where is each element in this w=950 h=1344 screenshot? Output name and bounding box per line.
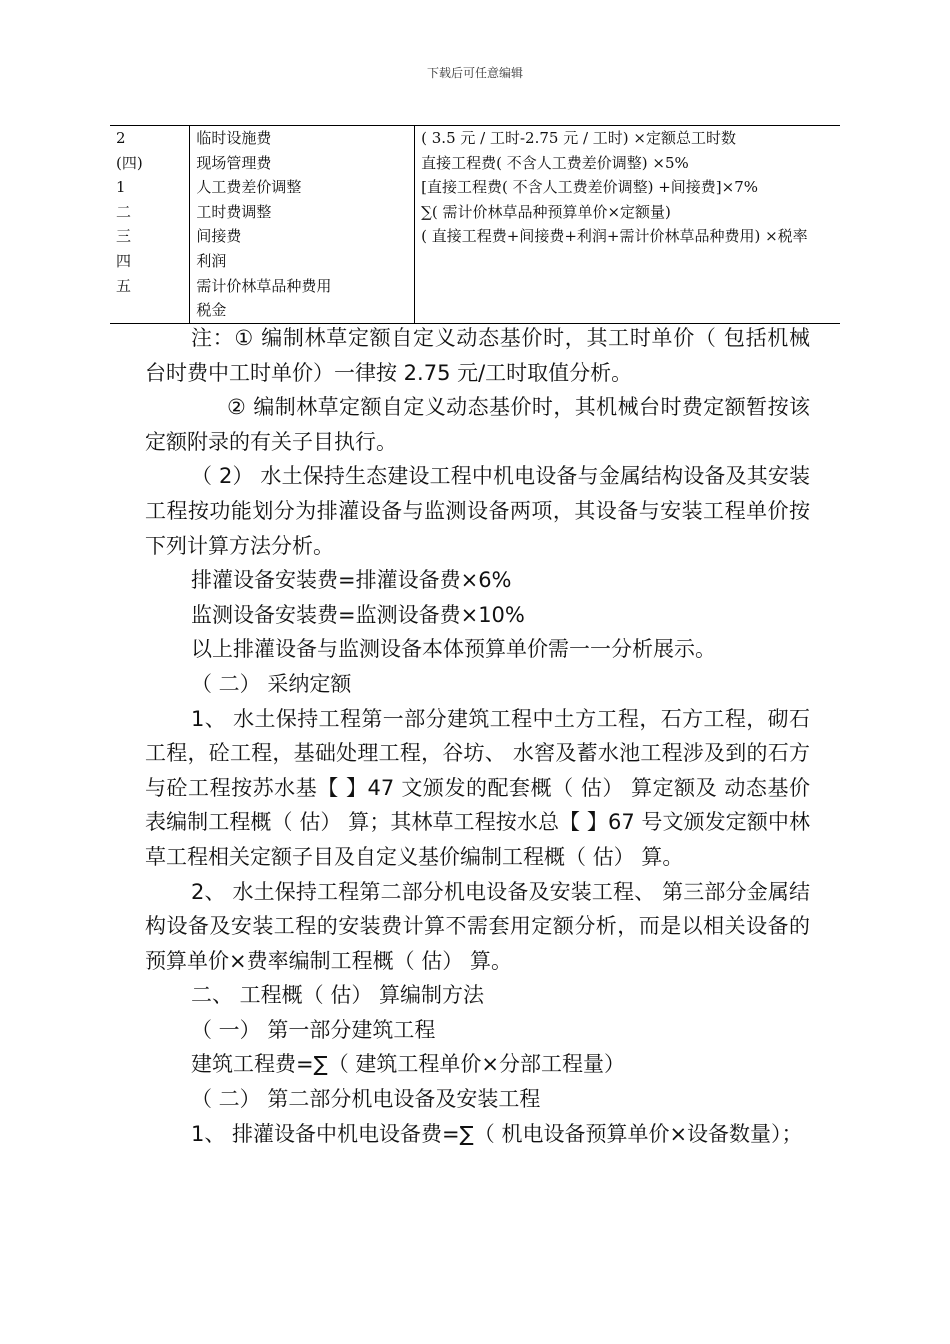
table-col-item	[190, 126, 415, 324]
table-cell: (四)	[116, 153, 143, 172]
table-cell: 需计价林草品种费用	[196, 276, 332, 295]
table-cell: 人工费差价调整	[196, 178, 302, 197]
table-cell: 间接费	[196, 227, 242, 246]
table-cell: 工时费调整	[196, 202, 272, 221]
paragraph: ② 编制林草定额自定义动态基价时，其机械台时费定额暂按该定额附录的有关子目执行。	[145, 395, 810, 454]
paragraph: 1、 水土保持工程第一部分建筑工程中土方工程，石方工程，砌石工程，砼工程，基础处理工程，谷坊、 水窖及蓄水池工程涉及到的石方与砼工程按苏水基【 】47 文颁发的配套概（ 估） 算定额及 动态基价表编制工程概（ 估） 算；其林草工程按水总【 】67 号文颁发定额中林草工程相关定额子目及自定义基价编制工程概（ 估） 算。	[145, 706, 810, 869]
paragraph: 排灌设备安装费=排灌设备费×6%	[191, 568, 512, 593]
table-cell: 三	[116, 227, 132, 246]
table-cell: ( 直接工程费+间接费+利润+需计价林草品种费用) ×税率	[421, 227, 808, 246]
table-cell: 2	[116, 129, 126, 147]
table-cell: 现场管理费	[196, 153, 272, 172]
table-cell: 临时设施费	[196, 129, 272, 147]
paragraph: （ 2） 水土保持生态建设工程中机电设备与金属结构设备及其安装工程按功能划分为排灌设备与监测设备两项，其设备与安装工程单价按下列计算方法分析。	[145, 464, 810, 558]
table-cell: 1	[116, 178, 126, 197]
table-row	[110, 126, 840, 324]
table-cell: 四	[116, 251, 132, 270]
paragraph: 2、 水土保持工程第二部分机电设备及安装工程、 第三部分金属结构设备及安装工程的安装费计算不需套用定额分析，而是以相关设备的预算单价×费率编制工程概（ 估） 算。	[145, 879, 810, 973]
table-cell: ( 3.5 元 / 工时-2.75 元 / 工时) ×定额总工时数	[421, 129, 736, 147]
paragraph: 监测设备安装费=监测设备费×10%	[191, 602, 525, 627]
table-cell: 二	[116, 202, 132, 221]
paragraph: 1、 排灌设备中机电设备费=∑（ 机电设备预算单价×设备数量）；	[191, 1121, 803, 1146]
table-col-index	[110, 126, 190, 324]
paragraph: 以上排灌设备与监测设备本体预算单价需一一分析展示。	[191, 637, 716, 662]
section-heading: （ 一） 第一部分建筑工程	[191, 1017, 436, 1042]
table-cell: 直接工程费( 不含人工费差价调整) ×5%	[421, 153, 689, 172]
paragraph: 注：① 编制林草定额自定义动态基价时，其工时单价（ 包括机械台时费中工时单价）一律按 2.75 元/工时取值分析。	[145, 326, 810, 385]
page-header: 下载后可任意编辑	[426, 66, 523, 80]
table-cell: [直接工程费( 不含人工费差价调整) +间接费]×7%	[421, 178, 759, 197]
table-cell: 利润	[196, 251, 227, 270]
table-cell: 五	[116, 276, 132, 295]
section-heading: 二、 工程概（ 估） 算编制方法	[191, 983, 485, 1008]
table-cell: ∑( 需计价林草品种预算单价×定额量)	[421, 202, 671, 221]
section-heading: （ 二） 第二部分机电设备及安装工程	[191, 1087, 541, 1112]
section-heading: （ 二） 采纳定额	[191, 671, 352, 696]
fee-table	[110, 125, 840, 324]
document-body	[145, 321, 810, 1151]
table-cell: 税金	[196, 301, 227, 320]
formula-line: 建筑工程费=∑（ 建筑工程单价×分部工程量）	[191, 1052, 626, 1077]
table-col-formula	[415, 126, 840, 324]
